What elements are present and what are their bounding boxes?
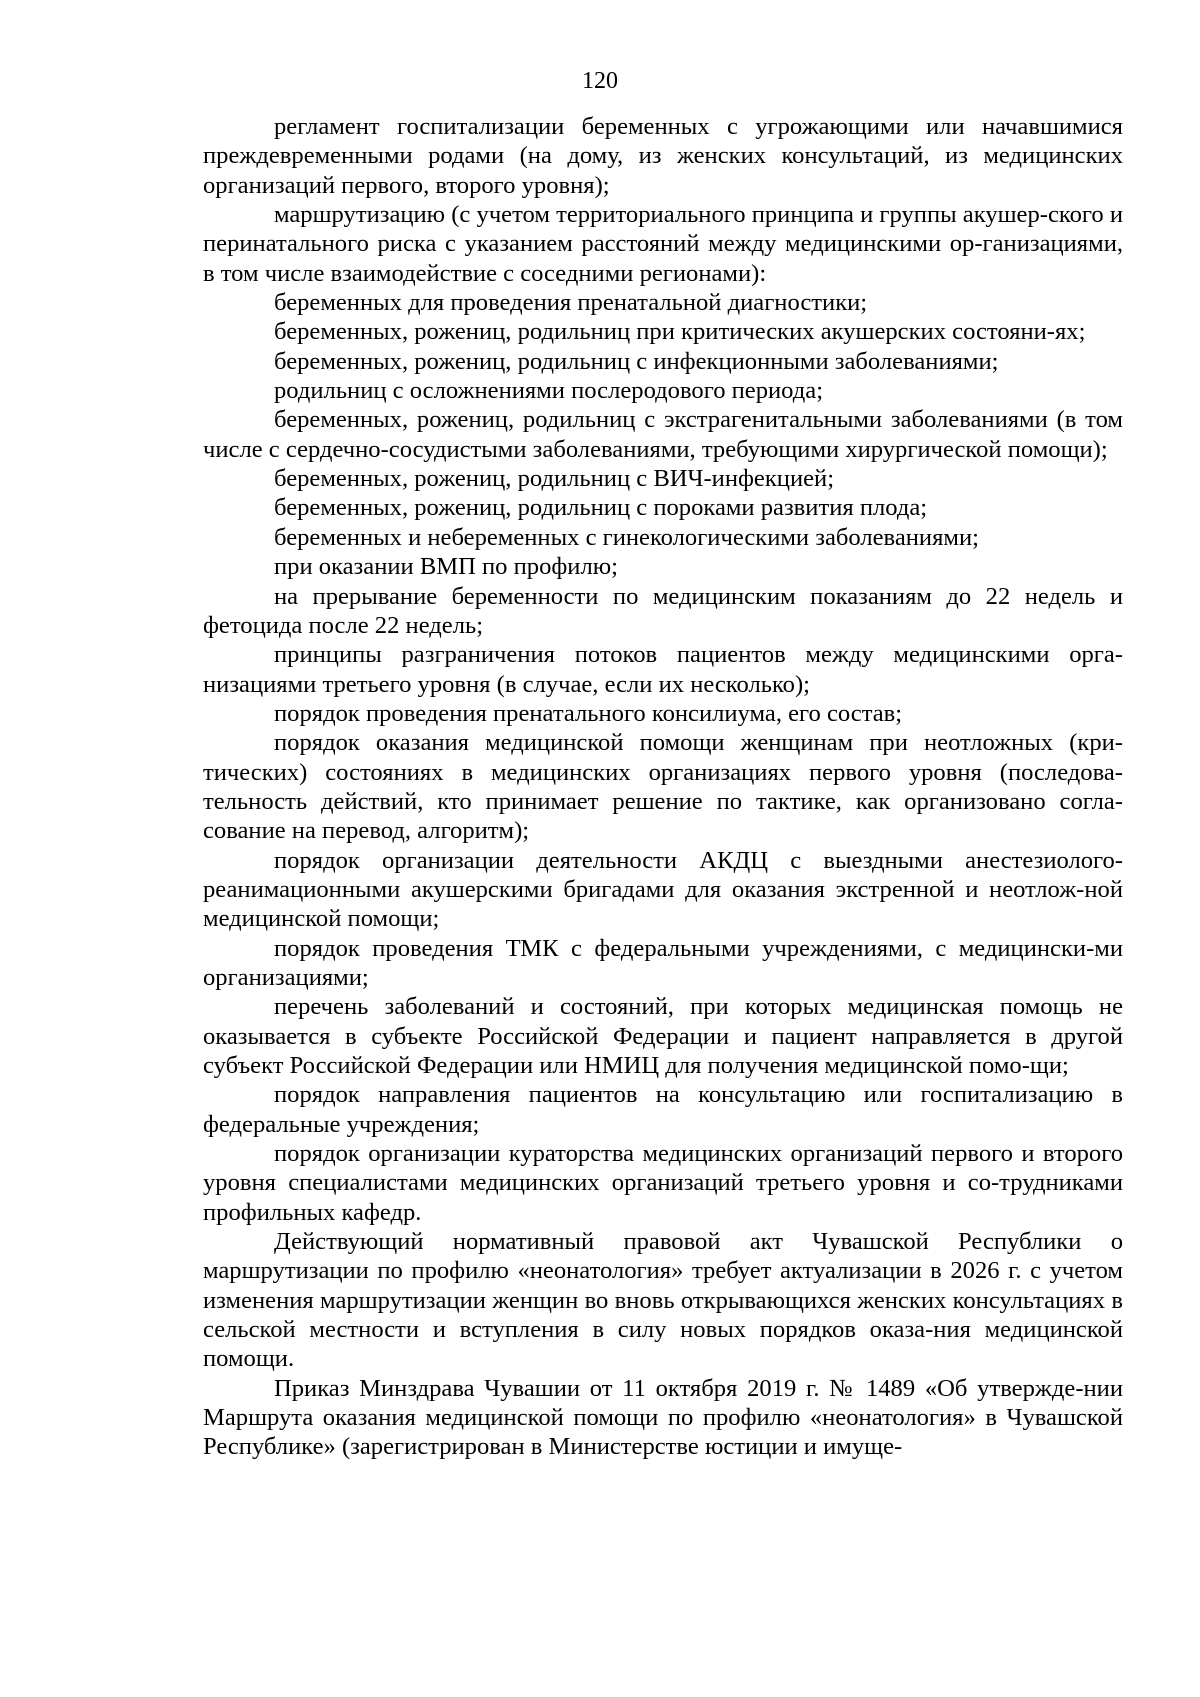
paragraph-2: маршрутизацию (с учетом территориального принципа и группы акушер-ского и перинатального риска с указанием расстояний между медицинскими ор-ганизациями, в том числе взаимодействие с соседними регионами): [203, 201, 1123, 287]
paragraph-19: порядок направления пациентов на консультацию или госпитализацию в федеральные учреждения; [203, 1081, 1123, 1138]
paragraph-16: порядок организации деятельности АКДЦ с выездными анестезиолого-реанимационными акушерскими бригадами для оказания экстренной и неотлож-ной медицинской помощи; [203, 846, 1123, 933]
paragraph-4: беременных, рожениц, родильниц при критических акушерских состояни-ях; [274, 318, 1086, 346]
page-number: 120 [582, 68, 618, 94]
paragraph-20: порядок организации кураторства медицинских организаций первого и второго уровня специалистами медицинских организаций третьего уровня и со-трудниками профильных кафедр. [203, 1140, 1123, 1226]
paragraph-8: беременных, рожениц, родильниц с ВИЧ-инфекцией; [274, 465, 835, 493]
paragraph-1: регламент госпитализации беременных с угрожающими или начавшимися преждевременными родами (на дому, из женских консультаций, из медицинских организаций первого, второго уровня); [203, 113, 1123, 199]
paragraph-10: беременных и небеременных с гинекологическими заболеваниями; [274, 523, 979, 551]
paragraph-11: при оказании ВМП по профилю; [274, 553, 618, 581]
document-body [203, 112, 1123, 1462]
paragraph-13: принципы разграничения потоков пациентов между медицинскими орга-низациями третьего уровня (в случае, если их несколько); [203, 641, 1123, 698]
paragraph-17: порядок проведения ТМК с федеральными учреждениями, с медицински-ми организациями; [203, 934, 1123, 991]
paragraph-15: порядок оказания медицинской помощи женщинам при неотложных (кри-тических) состояниях в медицинских организациях первого уровня (последова-тельность действий, кто принимает решение по тактике, как организовано согла-сование на перевод, алгоритм); [203, 729, 1123, 845]
paragraph-3: беременных для проведения пренатальной диагностики; [274, 289, 868, 317]
paragraph-6: родильниц с осложнениями послеродового периода; [274, 377, 824, 405]
paragraph-7: беременных, рожениц, родильниц с экстрагенитальными заболеваниями (в том числе с сердечно-сосудистыми заболеваниями, требующими хирургической помощи); [203, 406, 1123, 463]
paragraph-5: беременных, рожениц, родильниц с инфекционными заболеваниями; [274, 347, 999, 375]
paragraph-14: порядок проведения пренатального консилиума, его состав; [274, 699, 903, 727]
paragraph-18: перечень заболеваний и состояний, при которых медицинская помощь не оказывается в субъекте Российской Федерации и пациент направляется в другой субъект Российской Федерации или НМИЦ для получения медицинской помо-щи; [203, 993, 1123, 1079]
paragraph-22: Приказ Минздрава Чувашии от 11 октября 2019 г. № 1489 «Об утвержде-нии Маршрута оказания медицинской помощи по профилю «неонатология» в Чувашской Республике» (зарегистрирован в Министерстве юстиции и имуще- [203, 1374, 1123, 1461]
paragraph-9: беременных, рожениц, родильниц с пороками развития плода; [274, 494, 928, 522]
paragraph-12: на прерывание беременности по медицинским показаниям до 22 недель и фетоцида после 22 недель; [203, 582, 1123, 639]
paragraph-21: Действующий нормативный правовой акт Чувашской Республики о маршрутизации по профилю «неонатология» требует актуализации в 2026 г. с учетом изменения маршрутизации женщин во вновь открывающихся женских консультациях в сельской местности и вступления в силу новых порядков оказа-ния медицинской помощи. [203, 1228, 1123, 1373]
